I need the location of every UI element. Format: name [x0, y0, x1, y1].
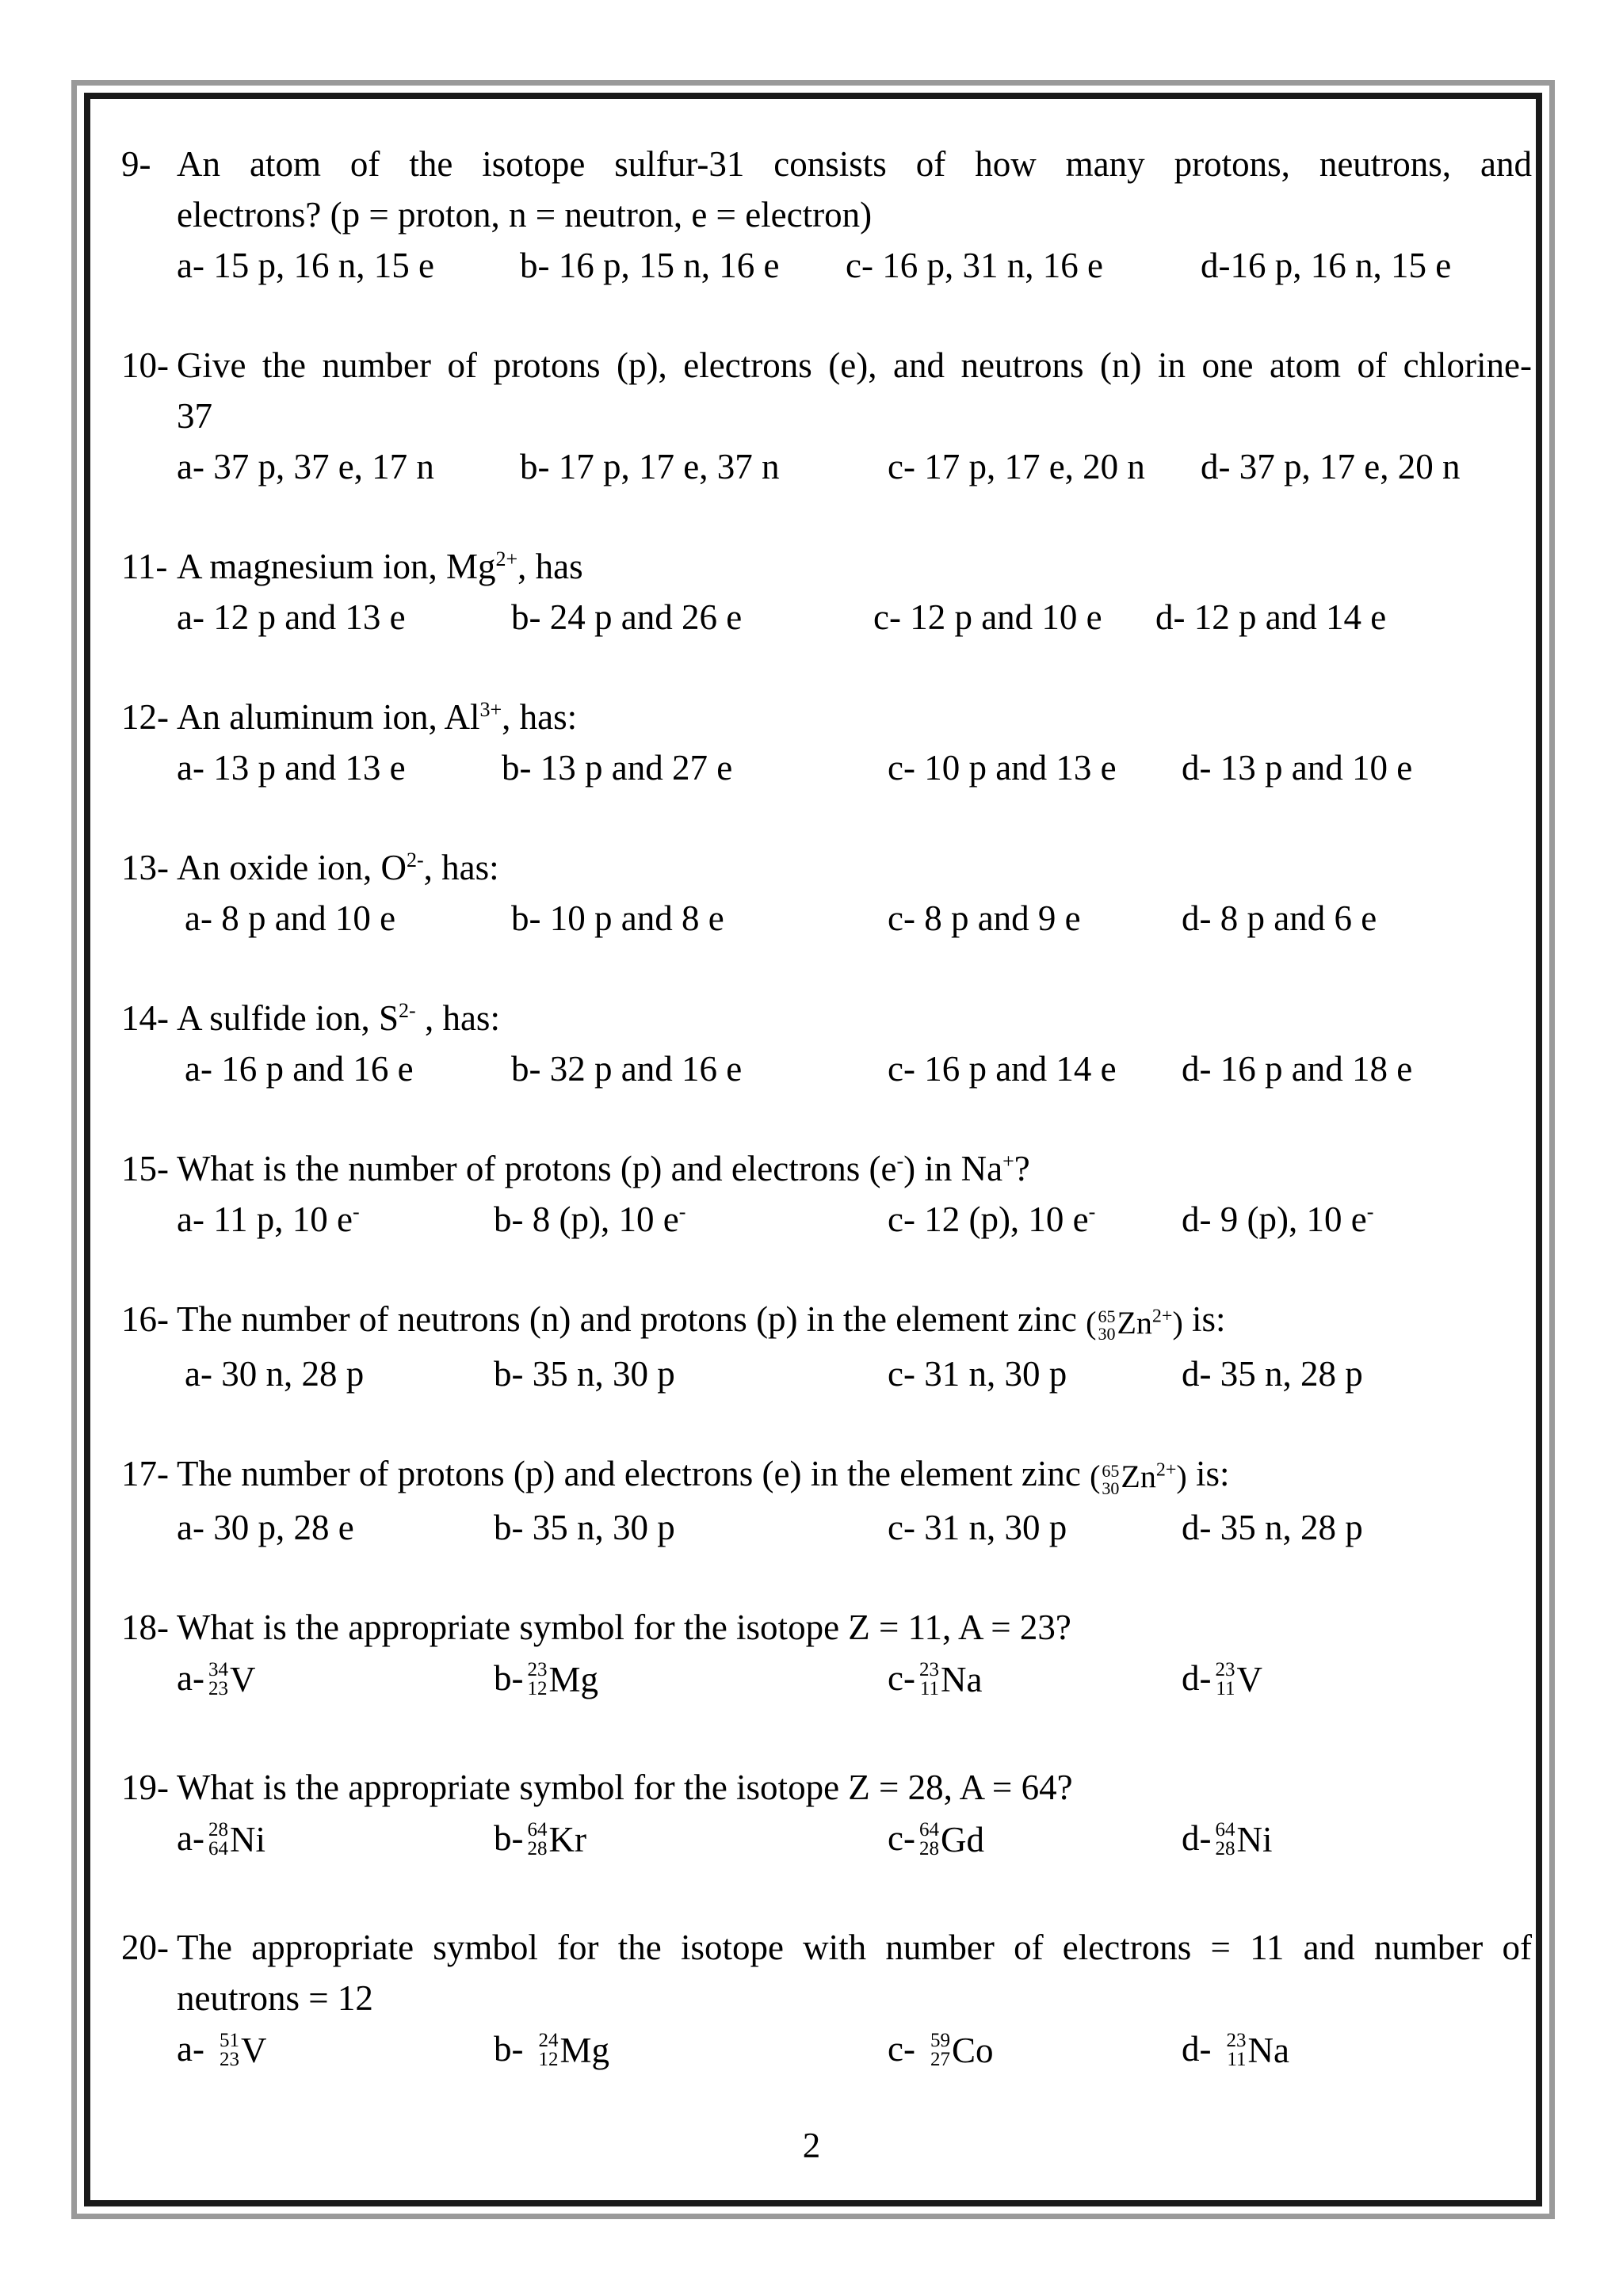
options-row: [121, 1653, 1532, 1713]
option-d[interactable]: d- 8 p and 6 e: [1182, 898, 1377, 938]
question-stem: 37: [177, 396, 212, 436]
question-number: 15-: [121, 1149, 169, 1188]
option-a[interactable]: a- 15 p, 16 n, 15 e: [177, 246, 434, 285]
question-stem: The appropriate symbol for the isotope with number of electrons = 11 and number of: [177, 1928, 1532, 1968]
options-row: [121, 1348, 1532, 1399]
question-17: [121, 1448, 1532, 1554]
option-d[interactable]: d- 9 (p), 10 e-: [1182, 1199, 1374, 1239]
option-c[interactable]: c- 16 p, 31 n, 16 e: [846, 246, 1103, 285]
isotope-symbol: 23 11 Na: [918, 1659, 983, 1700]
question-stem: The number of protons (p) and electrons (e) in the element zinc (65 $30Zn^{2+}$) is:: [177, 1448, 1532, 1503]
question-stem: neutrons = 12: [177, 1978, 373, 2019]
question-stem: An atom of the isotope sulfur-31 consists of how many protons, neutrons, and: [177, 144, 1532, 184]
question-15: [121, 1143, 1532, 1245]
option-a[interactable]: a- 12 p and 13 e: [177, 597, 406, 637]
option-d[interactable]: d- 37 p, 17 e, 20 n: [1201, 447, 1461, 486]
isotope-symbol: 64 28 Ni: [1215, 1819, 1273, 1860]
question-10: [121, 340, 1532, 492]
option-c[interactable]: c- 12 (p), 10 e-: [888, 1199, 1096, 1239]
option-a[interactable]: a- 34 23 V: [177, 1653, 255, 1706]
question-9: [121, 139, 1532, 291]
question-number: 18-: [121, 1608, 169, 1648]
question-stem: electrons? (p = proton, n = neutron, e = electron): [177, 195, 873, 235]
option-c[interactable]: c- 12 p and 10 e: [873, 597, 1102, 637]
option-a[interactable]: a- 51 23 V: [177, 2023, 266, 2077]
options-row: [121, 2023, 1532, 2084]
question-stem: Give the number of protons (p), electrons (e), and neutrons (n) in one atom of chlorine-: [177, 345, 1532, 385]
isotope-symbol: 23 11 Na: [1226, 2030, 1289, 2071]
question-11: [121, 541, 1532, 643]
option-c[interactable]: c- 31 n, 30 p: [888, 1353, 1067, 1394]
option-a[interactable]: a- 30 n, 28 p: [185, 1353, 365, 1394]
question-number: 11-: [121, 547, 168, 586]
option-b[interactable]: b- 35 n, 30 p: [494, 1353, 675, 1394]
option-d[interactable]: d- 23 11 Na: [1182, 2023, 1294, 2077]
question-number: 10-: [121, 345, 169, 385]
option-a[interactable]: a- 11 p, 10 e-: [177, 1199, 360, 1239]
option-c[interactable]: c- 23 11 Na: [888, 1653, 987, 1706]
isotope-symbol: 64 28 Kr: [527, 1819, 586, 1860]
option-d[interactable]: d- 16 p and 18 e: [1182, 1049, 1413, 1089]
question-number: 9-: [121, 144, 151, 184]
option-b[interactable]: b- 17 p, 17 e, 37 n: [520, 447, 780, 486]
option-a[interactable]: a- 16 p and 16 e: [185, 1049, 414, 1089]
question-19: [121, 1762, 1532, 1873]
option-a[interactable]: a- 8 p and 10 e: [185, 898, 396, 938]
question-12: [121, 692, 1532, 793]
isotope-symbol: 59 27 Co: [930, 2030, 994, 2071]
options-row: [121, 1813, 1532, 1873]
isotope-symbol: 34 23 V: [208, 1659, 256, 1700]
options-row: [121, 742, 1532, 793]
question-number: 14-: [121, 998, 169, 1038]
option-b[interactable]: b- 8 (p), 10 e-: [494, 1199, 686, 1239]
option-a[interactable]: a- 30 p, 28 e: [177, 1508, 354, 1548]
zinc-ion-notation: (65 $30Zn^{2+}$): [1086, 1304, 1183, 1344]
options-row: [121, 1043, 1532, 1094]
question-stem: What is the appropriate symbol for the isotope Z = 11, A = 23?: [177, 1608, 1071, 1648]
question-13: [121, 842, 1532, 944]
isotope-symbol: 23 11 V: [1215, 1659, 1262, 1700]
options-row: [121, 441, 1532, 492]
question-16: [121, 1294, 1532, 1399]
page-number: 2: [802, 2126, 821, 2165]
option-d[interactable]: d- 64 28 Ni: [1182, 1813, 1262, 1866]
question-stem: A magnesium ion, $Mg^{2+}$, has: [177, 547, 583, 586]
options-row: [121, 592, 1532, 643]
option-a[interactable]: a- 37 p, 37 e, 17 n: [177, 447, 434, 486]
question-number: 16-: [121, 1299, 169, 1339]
option-c[interactable]: c- 64 28 Gd: [888, 1813, 987, 1866]
option-d[interactable]: d- 35 n, 28 p: [1182, 1353, 1363, 1394]
option-d[interactable]: d- 13 p and 10 e: [1182, 748, 1413, 788]
options-row: [121, 1502, 1532, 1553]
option-d[interactable]: d- 12 p and 14 e: [1155, 597, 1387, 637]
option-c[interactable]: c- 8 p and 9 e: [888, 898, 1081, 938]
question-18: [121, 1602, 1532, 1713]
question-number: 17-: [121, 1453, 169, 1493]
option-b[interactable]: b- 16 p, 15 n, 16 e: [520, 246, 780, 285]
isotope-symbol: 64 28 Gd: [918, 1819, 984, 1860]
question-stem: An oxide ion, $O^{2-}$, has:: [177, 848, 499, 887]
question-stem: The number of neutrons (n) and protons (p) in the element zinc (65 $30Zn^{2+}$) is:: [177, 1294, 1532, 1348]
question-20: [121, 1922, 1532, 2084]
option-a[interactable]: a- 28 64 Ni: [177, 1813, 255, 1866]
option-c[interactable]: c- 31 n, 30 p: [888, 1508, 1067, 1548]
option-b[interactable]: b- 24 12 Mg: [494, 2023, 606, 2077]
question-stem: What is the appropriate symbol for the isotope Z = 28, A = 64?: [177, 1768, 1073, 1808]
option-d[interactable]: d- 35 n, 28 p: [1182, 1508, 1363, 1548]
options-row: [121, 240, 1532, 291]
option-b[interactable]: b- 35 n, 30 p: [494, 1508, 675, 1548]
question-stem: A sulfide ion, $S^{2-}$ , has:: [177, 998, 500, 1038]
question-stem: An aluminum ion, $Al^{3+}$, has:: [177, 697, 578, 737]
question-number: 19-: [121, 1768, 169, 1808]
option-c[interactable]: c- 59 27 Co: [888, 2023, 998, 2077]
question-14: [121, 993, 1532, 1094]
option-b[interactable]: b- 24 p and 26 e: [511, 597, 743, 637]
question-number: 13-: [121, 848, 169, 887]
isotope-symbol: 51 23 V: [219, 2030, 267, 2071]
option-b[interactable]: b- 32 p and 16 e: [511, 1049, 743, 1089]
option-b[interactable]: b- 23 12 Mg: [494, 1653, 595, 1706]
isotope-symbol: 23 12 Mg: [527, 1659, 599, 1700]
isotope-symbol: 24 12 Mg: [538, 2030, 610, 2071]
option-d[interactable]: d- 23 11 V: [1182, 1653, 1262, 1706]
question-sheet: [121, 139, 1532, 2133]
option-c[interactable]: c- 16 p and 14 e: [888, 1049, 1117, 1089]
zinc-ion-notation: (65 $30Zn^{2+}$): [1090, 1459, 1187, 1499]
isotope-symbol: 28 64 Ni: [208, 1819, 265, 1860]
question-number: 20-: [121, 1928, 169, 1968]
options-row: [121, 1194, 1532, 1245]
options-row: [121, 893, 1532, 944]
option-c[interactable]: c- 17 p, 17 e, 20 n: [888, 447, 1145, 486]
option-d[interactable]: d-16 p, 16 n, 15 e: [1201, 246, 1452, 285]
option-b[interactable]: b- 10 p and 8 e: [511, 898, 724, 938]
option-a[interactable]: a- 13 p and 13 e: [177, 748, 406, 788]
question-number: 12-: [121, 697, 169, 737]
question-stem: What is the number of protons (p) and electrons (e-) in Na+?: [177, 1149, 1030, 1188]
option-b[interactable]: b- 13 p and 27 e: [502, 748, 733, 788]
option-c[interactable]: c- 10 p and 13 e: [888, 748, 1117, 788]
option-b[interactable]: b- 64 28 Kr: [494, 1813, 575, 1866]
